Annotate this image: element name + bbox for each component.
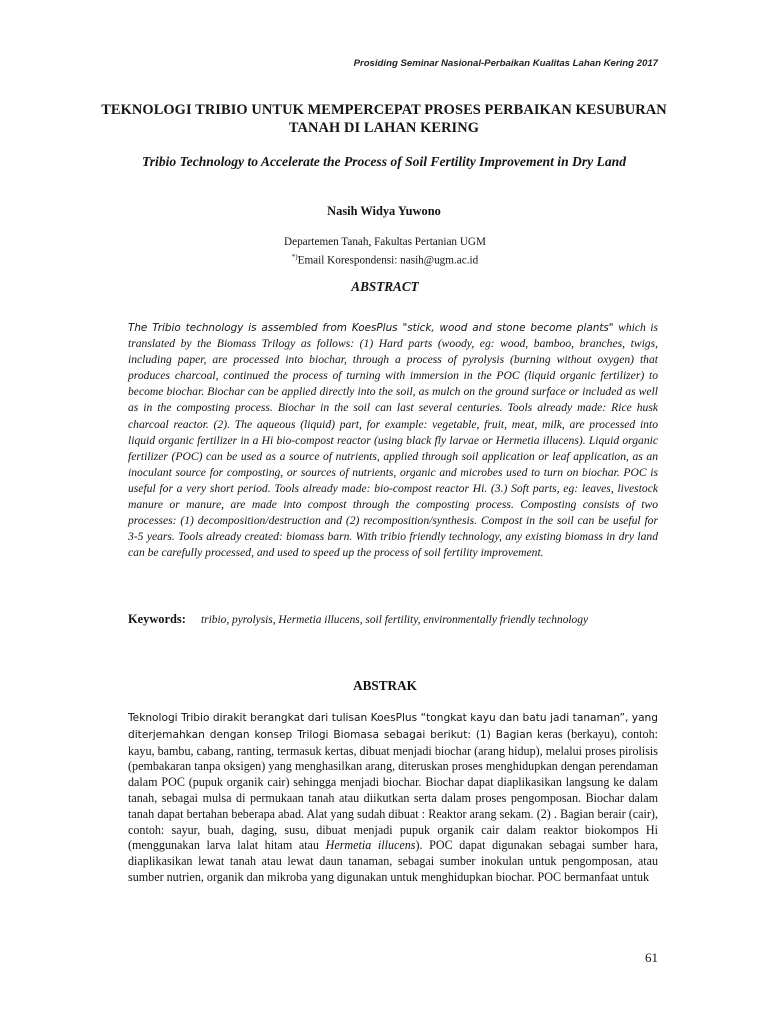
email-line [180, 250, 590, 268]
title-indonesian: TEKNOLOGI TRIBIO UNTUK MEMPERCEPAT PROSES PERBAIKAN KESUBURAN TANAH DI LAHAN KERING [101, 102, 667, 136]
title-english: Tribio Technology to Accelerate the Process of Soil Fertility Improvement in Dry Land [141, 154, 627, 169]
abstrak-heading: ABSTRAK [353, 678, 417, 693]
affiliation: Departemen Tanah, Fakultas Pertanian UGM [284, 236, 486, 248]
email: Email Korespondensi: nasih@ugm.ac.id [297, 254, 479, 267]
abstrak-text-1: keras (berkayu), contoh: kayu, bambu, cabang, ranting, termasuk kertas, dibuat menjadi biochar (arang hidup), melalui proses pirolisis (pembakaran tanpa oksigen) yang menghasilkan arang, diteruskan proses menghidupkan dengan perendaman dalam POC (pupuk organik cair) sehingga menjadi biochar. Biochar dapat diaplikasikan langsung ke dalam tanah, sebagai mulsa di permukaan tanah atau diikutkan serta dalam proses pengomposan. Biochar dalam tanah dapat bertahan beberapa abad. Alat yang sudah dibuat : Reaktor arang sekam. (2) . Bagian berair (cair), contoh: sayur, buah, daging, susu, dibuat menjadi pupuk organik cair dalam reaktor biokompos Hi (menggunakan larva lalat hitam atau [128, 726, 658, 853]
keywords-text: tribio, pyrolysis, Hermetia illucens, soil fertility, environmentally friendly technology [201, 614, 589, 626]
page-number: 61 [645, 950, 658, 965]
running-header: Prosiding Seminar Nasional-Perbaikan Kualitas Lahan Kering 2017 [353, 58, 658, 69]
email-marker: *) [291, 252, 298, 261]
abstrak-text-2: ). POC dapat digunakan sebagai sumber hara, diaplikasikan lewat tanah atau lewat daun tanaman, sebagai sumber inokulan untuk pengomposan, atau sumber nutrien, organik dan mikroba yang digunakan untuk menghidupkan biochar. POC bermanfaat untuk [128, 838, 658, 884]
abstract-lead: The Tribio technology is assembled from KoesPlus "stick, wood and stone become plants" [128, 322, 614, 334]
keywords-label: Keywords: [128, 612, 186, 626]
abstract-body [128, 320, 658, 561]
abstract-heading: ABSTRACT [351, 279, 419, 294]
author-name: Nasih Widya Yuwono [327, 204, 441, 218]
abstract-text: which is translated by the Biomass Trilogy as follows: (1) Hard parts (woody, eg: wood, bamboo, branches, twigs, including paper, are processed into biochar, through a process of pyrolysis (burning without oxygen) that produces charcoal, continued the process of turning with immersion in the POC (liquid organic fertilizer) to become biochar. Biochar can be applied directly into the soil, as mulch on the ground surface or included as well as in the composting process. Biochar in the soil can last several centuries. Tools already made: Rice husk charcoal reactor. (2). The aqueous (liquid) part, for example: vegetable, fruit, meat, milk, are processed into liquid organic fertilizer in a Hi bio-compost reactor (using black fly larvae or Hermetia illucens). Liquid organic fertilizer (POC) can be used as a source of nutrients, applied through soil application or leaf application, as an inoculant source for composting, or sources of nutrients, organic and microbes used to turn on biochar. POC is useful for a very short period. Tools already made: bio-compost reactor Hi. (3.) Soft parts, eg: leaves, livestock manure or manure, are made into compost through the composting process. Composting consists of two processes: (1) decomposition/destruction and (2) recomposition/synthesis. Compost in the soil can be useful for 3-5 years. Tools already created: biomass barn. With tribio friendly technology, any existing biomass in dry land can be carefully processed, and used to speed up the process of soil fertility improvement. [128, 321, 659, 560]
abstrak-lead: Teknologi Tribio dirakit berangkat dari tulisan KoesPlus “tongkat kayu dan batu jadi tanaman”, yang diterjemahkan dengan konsep Trilogi Biomasa sebagai berikut: (1) Bagian [128, 712, 658, 741]
abstrak-body [128, 710, 658, 886]
abstrak-species: Hermetia illucens [325, 838, 416, 853]
affiliation-block [180, 235, 590, 268]
